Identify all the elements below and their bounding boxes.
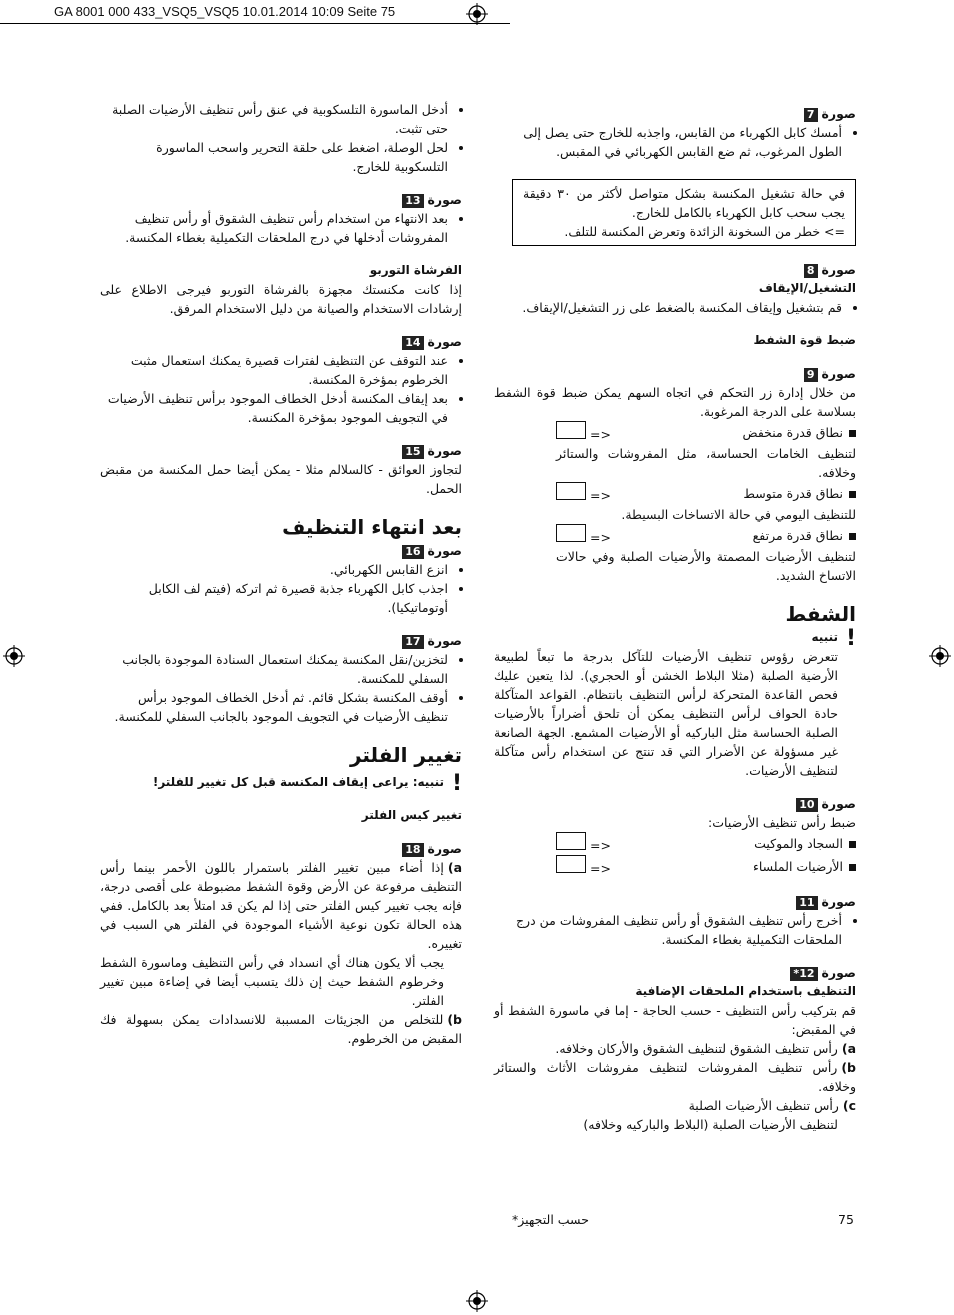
paragraph: يجب ألا يكون هناك أي انسداد في رأس التنظيف وماسورة الشفط وخرطوم الشفط حيث إن ذلك يتسبب أيضا في إضاءة مبين تغيير الفلتر. — [100, 955, 444, 1008]
smooth-row — [556, 855, 856, 878]
registration-mark-icon — [929, 645, 951, 667]
low-power-icon — [556, 421, 586, 439]
figure-13-label: صورة13 — [100, 190, 462, 209]
paragraph: لتنظيف الأرضيات المصمتة والأرضيات الصلبة وفي حالات الاتساخ الشديد. — [556, 549, 856, 583]
power-mid-row — [556, 482, 856, 505]
left-column — [100, 100, 462, 1048]
paragraph: b)للتخلص من الجزيئات المسببة للانسدادات يمكن بسهولة فك المقبض من الخرطوم. — [100, 1012, 462, 1046]
box-text: في حالة تشغيل المكنسة بشكل متواصل لأكثر من ٣٠ دقيقة يجب سحب كابل الكهرباء بالكامل للخارج. — [523, 186, 845, 220]
list-item: b)رأس تنظيف المفروشات لتنظيف مفروشات الأثاث والستائر وخلافه. — [494, 1060, 856, 1094]
paragraph: للتنظيف اليومي في حالة الاتساخات البسيطة. — [621, 507, 856, 522]
registration-mark-icon — [3, 645, 25, 667]
warning-block — [494, 628, 856, 780]
figure-9-label: صورة9 — [494, 364, 856, 383]
paragraph: إذا كانت مكنستك مجهزة بالفرشاة التوربو فيرجى الاطلاع على إرشادات الاستخدام والصيانة من دليل الاستخدام المرفق. — [100, 282, 462, 316]
warning-title: تنبيه: يراعى إيقاف المكنسة قبل كل تغيير للفلتر! — [152, 775, 444, 789]
high-power-icon — [556, 524, 586, 542]
warning-title: تنبيه — [811, 630, 838, 644]
right-column — [494, 100, 856, 1134]
registration-mark-icon — [466, 1290, 488, 1312]
section-subtitle: تغيير كيس الفلتر — [361, 808, 462, 822]
figure-11-label: صورة11 — [494, 892, 856, 911]
exclamation-icon: ! — [845, 626, 856, 651]
list-item: • أخرج رأس تنظيف الشقوق أو رأس تنظيف المفروشات من درج الملحقات التكميلية بغطاء المكنسة. — [494, 911, 842, 949]
carpet-row — [556, 832, 856, 855]
figure-10-label: صورة10 — [494, 794, 856, 813]
section-heading: الشفط — [785, 602, 856, 626]
figure-17-label: صورة17 — [100, 631, 462, 650]
figure-8-label: صورة8 — [494, 260, 856, 279]
square-bullet-icon — [849, 430, 856, 437]
page-number: 75 — [838, 1212, 854, 1227]
smooth-floor-icon — [556, 855, 586, 873]
warning-box — [512, 179, 856, 246]
figure-14-label: صورة14 — [100, 332, 462, 351]
paragraph: لتنظيف الخامات الحساسة، مثل المفروشات والستائر وخلافه. — [556, 446, 856, 480]
list-item: • عند التوقف عن التنظيف لفترات قصيرة يمكنك استعمال مثبت الخرطوم بمؤخرة المكنسة. — [100, 351, 448, 389]
list-item: • أدخل الماسورة التلسكوبية في عنق رأس تنظيف الأرضيات الصلبة حتى تثبت. — [100, 100, 448, 138]
list-item: • أمسك كابل الكهرباء من القابس، واجذبه للخارج حتى يصل إلى الطول المرغوب، ثم ضع القابس الكهربائي في المقبس. — [494, 123, 842, 161]
carpet-mode-icon — [556, 832, 586, 850]
square-bullet-icon — [849, 841, 856, 848]
power-high-title: نطاق قدرة مرتفع — [752, 528, 843, 543]
figure-18-label: صورة18 — [100, 839, 462, 858]
list-item: • بعد الانتهاء من استخدام رأس تنظيف الشقوق أو رأس تنظيف المفروشات أدخلها في درج الملحقات التكميلية بغطاء المكنسة. — [100, 209, 448, 247]
print-header: GA 8001 000 433_VSQ5_VSQ5 10.01.2014 10:09 Seite 75 — [0, 0, 510, 24]
arrow-text: <= — [589, 488, 611, 503]
list-item: • لحل الوصلة، اضغط على حلقة التحرير واسحب الماسورة التلسكوبية للخارج. — [100, 138, 448, 176]
power-low-row — [556, 421, 856, 444]
warning-text: تتعرض رؤوس تنظيف الأرضيات للتآكل بدرجة ما تبعاً لطبيعة الأرضية الصلبة (مثلا البلاط الخشن أو الحجري). لذا يتعين عليك فحص القاعدة المتحركة لرأس التنظيف بانتظام. القواعد المتآكلة حادة الحواف لرأس التنظيف يمكن أن تلحق أضراراً بالأرضيات الصلبة الحساسة مثل الباركيه أو الأرضيات المشمع. الجهة الصانعة غير مسؤولة عن الأضرار التي قد تنتج عن استخدام رأس متآكلة لتنظيف الأرضيات. — [494, 649, 838, 778]
section-subtitle: ضبط قوة الشفط — [753, 333, 856, 347]
footer-note: *حسب التجهيز — [512, 1212, 589, 1227]
figure-16-label: صورة16 — [100, 541, 462, 560]
figure-12-label: صورة12* — [494, 963, 856, 982]
power-mid-title: نطاق قدرة متوسط — [743, 486, 843, 501]
section-subtitle: الفرشاة التوربو — [369, 263, 462, 277]
paragraph: لتنظيف الأرضيات الصلبة (البلاط والباركيه وخلافه) — [583, 1117, 838, 1132]
paragraph: a)إذا أضاء مبين تغيير الفلتر باستمرار باللون الأحمر بينما رأس التنظيف مرفوعة عن الأرض وقوة الشفط مضبوطة على أقصى درجة، فإنه يجب تغيير كيس الفلتر حتى إذا لم يكن قد امتلأ بعد بالكامل. ففي هذه الحالة تكون نوعية الأشياء الموجودة في الفلتر هي السبب في تغييره. — [100, 860, 462, 951]
square-bullet-icon — [849, 864, 856, 871]
list-item: • اجذب كابل الكهرباء جذبة قصيرة ثم اتركه (فيتم لف الكابل أوتوماتيكيا). — [100, 579, 448, 617]
arrow-text: <= — [589, 838, 611, 853]
square-bullet-icon — [849, 491, 856, 498]
registration-mark-icon — [466, 3, 488, 25]
power-high-row — [556, 524, 856, 547]
mid-power-icon — [556, 482, 586, 500]
square-bullet-icon — [849, 533, 856, 540]
arrow-text: <= — [589, 530, 611, 545]
paragraph: قم بتركيب رأس التنظيف - حسب الحاجة - إما في ماسورة الشفط أو في المقبض: — [494, 1003, 856, 1037]
section-subtitle: التنظيف باستخدام الملحقات الإضافية — [635, 984, 856, 998]
list-item: • انزع القابس الكهربائي. — [100, 560, 448, 579]
box-text: => خطر من السخونة الزائدة وتعرض المكنسة للتلف. — [564, 224, 845, 239]
list-item: • لتخزين/نقل المكنسة يمكنك استعمال السنادة الموجودة بالجانب السفلي للمكنسة. — [100, 650, 448, 688]
list-item: c)رأس تنظيف الأرضيات الصلبة — [688, 1098, 856, 1113]
figure-7-label: صورة7 — [494, 104, 856, 123]
arrow-text: <= — [589, 427, 611, 442]
paragraph: ضبط رأس تنظيف الأرضيات: — [708, 815, 856, 830]
paragraph: من خلال إدارة زر التحكم في اتجاه السهم يمكن ضبط قوة الشفط بسلاسة على الدرجة المرغوبة. — [494, 385, 856, 419]
exclamation-icon: ! — [451, 771, 462, 796]
carpet-label: السجاد والموكيت — [754, 836, 843, 851]
arrow-text: <= — [589, 861, 611, 876]
list-item: a)رأس تنظيف الشقوق لتنظيف الشقوق والأركان وخلافه. — [555, 1041, 856, 1056]
smooth-label: الأرضيات الملساء — [752, 859, 843, 874]
section-heading: بعد انتهاء التنظيف — [282, 515, 462, 539]
section-subtitle: التشغيل/الإيقاف — [758, 281, 856, 295]
section-heading: تغيير الفلتر — [349, 743, 462, 767]
figure-15-label: صورة15 — [100, 441, 462, 460]
list-item: • بعد إيقاف المكنسة أدخل الخطاف الموجود برأس تنظيف الأرضيات في التجويف الموجود بمؤخرة المكنسة. — [100, 389, 448, 427]
list-item: • أوقف المكنسة بشكل قائم. ثم أدخل الخطاف الموجود برأس تنظيف الأرضيات في التجويف الموجود بالجانب السفلي للمكنسة. — [100, 688, 448, 726]
list-item: • قم بتشغيل وإيقاف المكنسة بالضغط على زر التشغيل/الإيقاف. — [494, 298, 842, 317]
warning-block — [100, 771, 462, 796]
paragraph: لتجاوز العوائق - كالسلالم مثلا - يمكن أيضا حمل المكنسة من مقبض الحمل. — [100, 462, 462, 496]
power-low-title: نطاق قدرة منخفض — [742, 425, 843, 440]
